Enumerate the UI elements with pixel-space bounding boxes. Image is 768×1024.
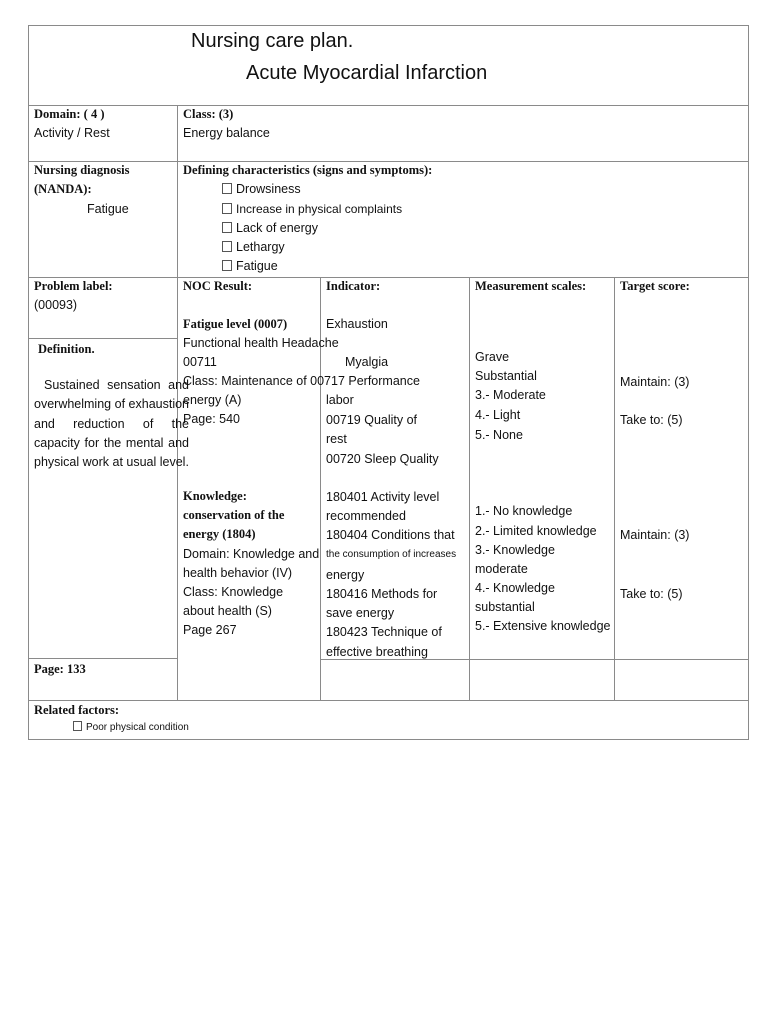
domain-label: Domain: ( 4 ) xyxy=(34,107,105,121)
definition-text: Sustained sensation and overwhelming of exhaustion and reduction of the capacity for the mental and physical work at usual level. xyxy=(34,378,189,470)
indicator-line: 00720 Sleep Quality xyxy=(326,452,439,466)
noc-label: NOC Result: xyxy=(183,279,253,293)
row-divider xyxy=(28,105,749,106)
defining-item-text: Fatigue xyxy=(236,259,278,273)
noc-result-1-title: Fatigue level (0007) xyxy=(183,317,288,331)
noc-result-1-line: Class: Maintenance of 00717 Performance xyxy=(183,374,420,388)
noc-result-2-title: energy (1804) xyxy=(183,527,256,541)
noc-result-2-line: Class: Knowledge xyxy=(183,585,284,599)
noc-result-2-line: Page 267 xyxy=(183,623,237,637)
class-value: Energy balance xyxy=(183,126,270,140)
scale-item: Substantial xyxy=(475,369,537,383)
checkbox-icon xyxy=(222,260,232,271)
checkbox-icon xyxy=(73,721,82,731)
table-border-right xyxy=(748,25,749,739)
indicator-line: save energy xyxy=(326,606,395,620)
col-divider xyxy=(614,277,615,701)
checkbox-icon xyxy=(222,222,232,233)
related-factors-label: Related factors: xyxy=(34,703,120,717)
scale-item: 3.- Moderate xyxy=(475,388,546,402)
scale-item: 5.- None xyxy=(475,428,523,442)
noc-result-2-line: Domain: Knowledge and xyxy=(183,547,320,561)
diagnosis-value: Fatigue xyxy=(87,202,129,216)
scale-item: 5.- Extensive knowledge xyxy=(475,619,611,633)
target-label: Target score: xyxy=(620,279,690,293)
defining-item-text: Increase in physical complaints xyxy=(236,202,403,216)
diagnosis-label-2: (NANDA): xyxy=(34,182,92,196)
indicator-line: 180416 Methods for xyxy=(326,587,438,601)
defining-item-text: Lethargy xyxy=(236,240,285,254)
target-value: Take to: (5) xyxy=(620,413,683,427)
defining-item xyxy=(222,180,301,199)
indicator-line: 180423 Technique of xyxy=(326,625,442,639)
noc-result-1-line: energy (A) xyxy=(183,393,242,407)
definition-label: Definition. xyxy=(38,342,95,356)
table-border-top xyxy=(28,25,749,26)
indicator-line: Exhaustion xyxy=(326,317,388,331)
scale-item: substantial xyxy=(475,600,535,614)
scale-item: 3.- Knowledge xyxy=(475,543,555,557)
page-number-left: Page: 133 xyxy=(34,662,86,676)
indicator-line: effective breathing xyxy=(326,645,428,659)
indicator-line: labor xyxy=(326,393,354,407)
target-value: Take to: (5) xyxy=(620,587,683,601)
checkbox-icon xyxy=(222,241,232,252)
problem-code: (00093) xyxy=(34,298,78,312)
noc-result-1-line: 00711 xyxy=(183,355,217,369)
indicator-line: rest xyxy=(326,432,347,446)
defining-item-text: Drowsiness xyxy=(236,182,301,196)
noc-result-1-line: Functional health Headache xyxy=(183,336,339,350)
document-title: Nursing care plan. xyxy=(191,30,354,52)
noc-result-2-title: conservation of the xyxy=(183,508,285,522)
row-divider xyxy=(28,700,749,701)
scales-label: Measurement scales: xyxy=(475,279,587,293)
target-value: Maintain: (3) xyxy=(620,528,690,542)
indicator-line: 180404 Conditions that xyxy=(326,528,455,542)
noc-result-2-line: about health (S) xyxy=(183,604,272,618)
indicator-label: Indicator: xyxy=(326,279,381,293)
checkbox-icon xyxy=(222,183,232,194)
indicator-line: 180401 Activity level xyxy=(326,490,440,504)
domain-value: Activity / Rest xyxy=(34,126,110,140)
scale-item: 4.- Knowledge xyxy=(475,581,555,595)
checkbox-icon xyxy=(222,203,232,214)
related-factor-text: Poor physical condition xyxy=(86,722,189,733)
noc-result-2-title: Knowledge: xyxy=(183,489,247,503)
related-factor-item xyxy=(73,720,189,736)
defining-item xyxy=(222,219,318,238)
class-label: Class: (3) xyxy=(183,107,234,121)
scale-item: Grave xyxy=(475,350,510,364)
indicator-line: Myalgia xyxy=(345,355,389,369)
defining-item-text: Lack of energy xyxy=(236,221,318,235)
col-divider xyxy=(469,277,470,701)
scale-item: 2.- Limited knowledge xyxy=(475,524,597,538)
scale-item: 4.- Light xyxy=(475,408,521,422)
defining-item xyxy=(222,257,278,276)
indicator-line: energy xyxy=(326,568,365,582)
document-subtitle: Acute Myocardial Infarction xyxy=(246,62,488,84)
diagnosis-label: Nursing diagnosis xyxy=(34,163,130,177)
defining-item xyxy=(222,200,402,219)
target-value: Maintain: (3) xyxy=(620,375,690,389)
table-border-left xyxy=(28,25,29,739)
noc-result-1-line: Page: 540 xyxy=(183,412,240,426)
row-divider xyxy=(28,338,177,339)
indicator-line: 00719 Quality of xyxy=(326,413,418,427)
noc-result-2-line: health behavior (IV) xyxy=(183,566,293,580)
scale-item: moderate xyxy=(475,562,528,576)
indicator-line: the consumption of increases xyxy=(326,549,457,560)
table-border-bottom xyxy=(28,739,749,740)
scale-item: 1.- No knowledge xyxy=(475,504,573,518)
indicator-line: recommended xyxy=(326,509,406,523)
row-divider xyxy=(28,658,177,659)
defining-item xyxy=(222,238,285,257)
problem-label: Problem label: xyxy=(34,279,113,293)
defining-label: Defining characteristics (signs and symptoms): xyxy=(183,163,433,177)
